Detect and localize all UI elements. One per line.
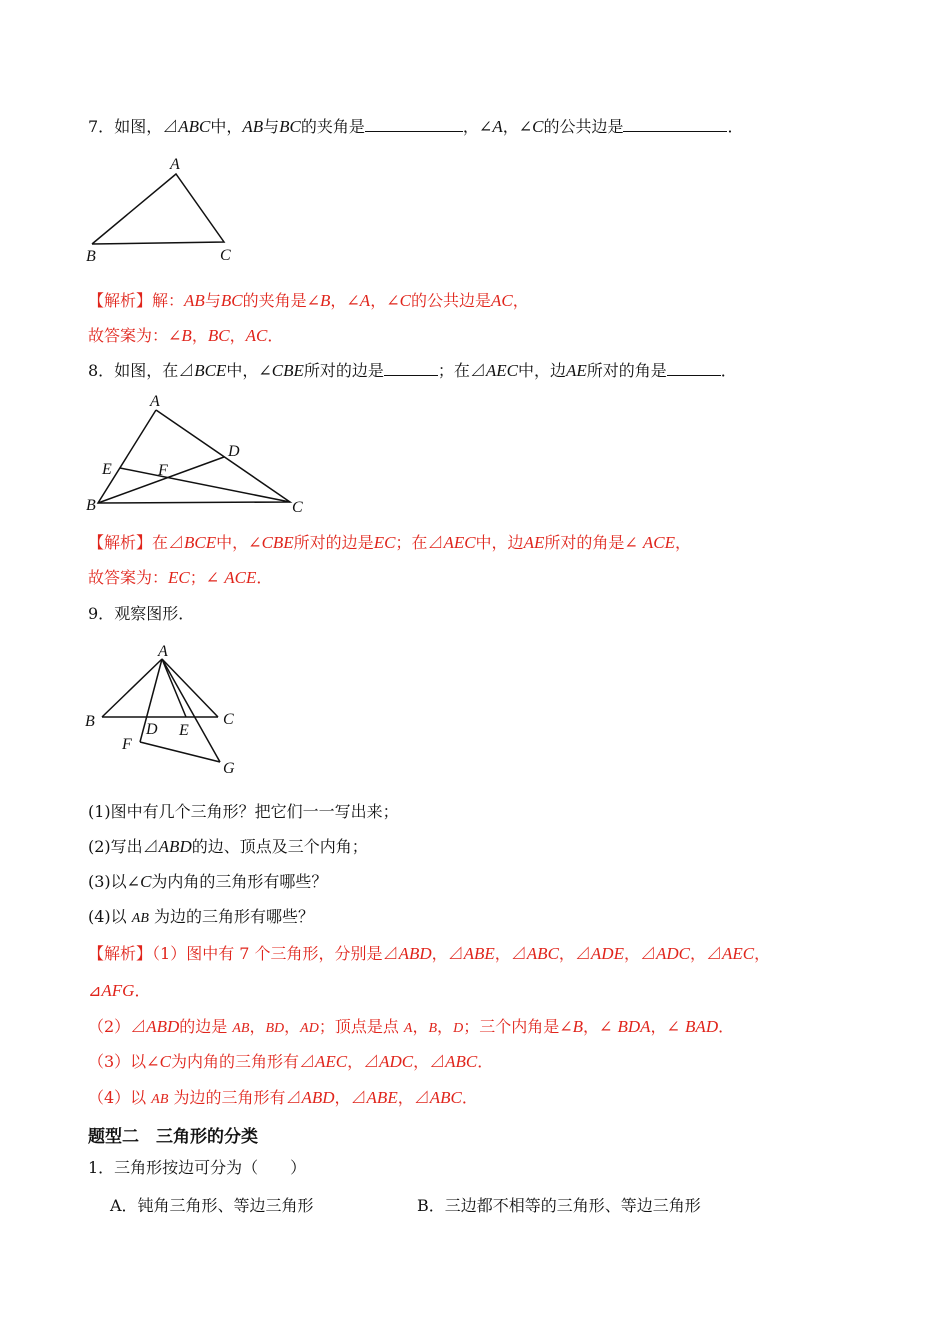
label-b: B [86, 248, 96, 265]
q9-answer-1: 【解析】（1）图中有 7 个三角形，分别是⊿ABD，⊿ABE，⊿ABC，⊿ADE，⊿ADC，⊿AEC， [88, 944, 771, 963]
label-b: B [86, 497, 96, 514]
triangle-abc [92, 174, 224, 244]
q9-answer-2: （2）⊿ABD的边是 AB，BD，AD；顶点是点 A，B，D；三个内角是∠B，∠ BDA，∠ BAD． [88, 1017, 735, 1036]
label-d: D [228, 443, 240, 460]
label-f: F [122, 736, 132, 753]
label-c: C [220, 247, 231, 264]
answer-blank [667, 361, 721, 376]
label-d: D [146, 721, 158, 738]
q9-part2: (2)写出⊿ABD的边、顶点及三个内角； [88, 837, 368, 856]
label-b: B [85, 713, 95, 730]
label-e: E [102, 461, 112, 478]
label-f: F [158, 462, 168, 479]
q9-part4: (4)以 AB 为边的三角形有哪些？ [88, 907, 314, 926]
q8-answer-line2: 故答案为：EC；∠ ACE． [88, 568, 273, 587]
q7-answer-line1: 【解析】解：AB与BC的夹角是∠B，∠A，∠C的公共边是AC， [88, 291, 529, 310]
q9-part1: (1)图中有几个三角形？把它们一一写出来； [88, 802, 399, 821]
option-b[interactable]: B．三边都不相等的三角形、等边三角形 [417, 1196, 701, 1215]
answer-blank [623, 117, 727, 132]
q8-triangle-figure [80, 388, 320, 518]
triangle-abc [98, 410, 290, 503]
section-heading: 题型二 三角形的分类 [88, 1127, 258, 1147]
q9-title: 9．观察图形． [88, 604, 195, 623]
segment-ab [102, 659, 162, 717]
answer-blank [384, 361, 438, 376]
q9-triangle-figure [80, 640, 250, 780]
label-c: C [292, 499, 303, 516]
q7-question: 7．如图，⊿ABC中，AB与BC的夹角是 ，∠A，∠C的公共边是 ． [88, 117, 744, 136]
q9-answer-1-cont: ⊿AFG． [88, 981, 151, 1000]
segment-fg [140, 742, 220, 762]
q9-answer-3: （3）以∠C为内角的三角形有⊿AEC，⊿ADC，⊿ABC． [88, 1052, 494, 1071]
segment-ae [162, 659, 186, 717]
label-a: A [170, 156, 180, 173]
q8-answer-line1: 【解析】在⊿BCE中，∠CBE所对的边是EC；在⊿AEC中，边AE所对的角是∠ ACE， [88, 533, 691, 552]
q9-answer-4: （4）以 AB 为边的三角形有⊿ABD，⊿ABE，⊿ABC． [88, 1088, 478, 1107]
answer-blank [365, 117, 463, 132]
q8-question: 8．如图，在⊿BCE中，∠CBE所对的边是 ；在⊿AEC中，边AE所对的角是 ． [88, 361, 737, 380]
label-e: E [179, 722, 189, 739]
label-c: C [223, 711, 234, 728]
label-g: G [223, 760, 235, 777]
label-a: A [158, 643, 168, 660]
q7-triangle-figure [80, 150, 250, 270]
option-a[interactable]: A．钝角三角形、等边三角形 [110, 1196, 314, 1215]
s2-q1: 1．三角形按边可分为（ ） [88, 1158, 307, 1177]
q9-part3: (3)以∠C为内角的三角形有哪些？ [88, 872, 328, 891]
q7-answer-line2: 故答案为：∠B，BC，AC． [88, 326, 284, 345]
label-a: A [150, 393, 160, 410]
